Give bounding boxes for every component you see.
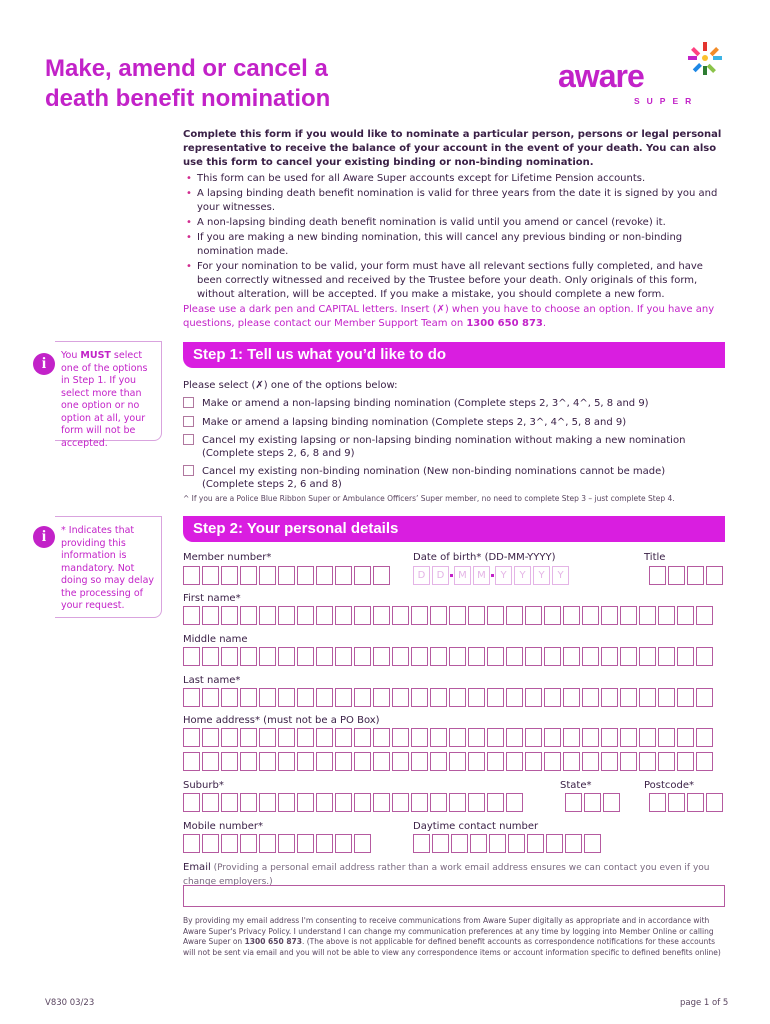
char-box[interactable]	[658, 688, 675, 707]
char-box[interactable]	[430, 728, 447, 747]
char-box[interactable]	[506, 606, 523, 625]
char-box[interactable]	[354, 834, 371, 853]
checkbox[interactable]	[183, 416, 194, 427]
char-box[interactable]	[487, 606, 504, 625]
char-box[interactable]	[297, 728, 314, 747]
char-box[interactable]	[525, 606, 542, 625]
char-box[interactable]	[468, 688, 485, 707]
char-box[interactable]	[508, 834, 525, 853]
title-line-1: Make, amend or cancel a	[45, 55, 328, 82]
char-box[interactable]	[373, 793, 390, 812]
char-box[interactable]	[335, 834, 352, 853]
char-box[interactable]	[525, 728, 542, 747]
char-box[interactable]	[411, 606, 428, 625]
email-hint: (Providing a personal email address rather than a work email address ensures we can contact you even if you change employers.)	[183, 863, 710, 887]
char-box[interactable]	[639, 728, 656, 747]
char-box[interactable]	[259, 793, 276, 812]
char-box[interactable]	[240, 793, 257, 812]
suburb-label: Suburb*	[183, 780, 224, 791]
aware-super-logo	[558, 42, 728, 108]
char-box[interactable]	[183, 834, 200, 853]
intro-bullet: • For your nomination to be valid, your form must have all relevant sections fully completed, and have been correctly witnessed and received by the Trustee before your death. Only originals of this form, without alteration, will be accepted. If you make a mistake, you should complete a new form.	[183, 260, 723, 302]
char-box[interactable]	[677, 647, 694, 666]
char-box[interactable]	[487, 728, 504, 747]
char-box[interactable]	[316, 793, 333, 812]
char-box[interactable]	[563, 728, 580, 747]
char-box[interactable]	[335, 728, 352, 747]
char-box[interactable]	[565, 834, 582, 853]
char-box[interactable]	[639, 647, 656, 666]
char-box[interactable]	[430, 752, 447, 771]
dob-char-box[interactable]: Y	[495, 566, 512, 585]
char-box[interactable]	[639, 688, 656, 707]
char-box[interactable]	[677, 606, 694, 625]
char-box[interactable]	[658, 647, 675, 666]
char-box[interactable]	[601, 606, 618, 625]
char-box[interactable]	[335, 752, 352, 771]
title-line-2: death benefit nomination	[45, 85, 331, 112]
support-phone: 1300 650 873	[466, 318, 543, 329]
char-box[interactable]	[413, 834, 430, 853]
dob-char-box[interactable]: M	[454, 566, 471, 585]
char-box[interactable]	[183, 606, 200, 625]
char-box[interactable]	[278, 566, 295, 585]
char-box[interactable]	[392, 647, 409, 666]
char-box[interactable]	[411, 647, 428, 666]
char-box[interactable]	[451, 834, 468, 853]
char-box[interactable]	[563, 688, 580, 707]
last-name-field[interactable]	[183, 688, 713, 707]
char-box[interactable]	[221, 688, 238, 707]
step1-heading: Step 1: Tell us what you’d like to do	[183, 342, 725, 368]
char-box[interactable]	[316, 647, 333, 666]
char-box[interactable]	[620, 752, 637, 771]
intro-bullet: • If you are making a new binding nomination, this will cancel any previous binding or non-binding nomination made.	[183, 231, 723, 259]
char-box[interactable]	[297, 606, 314, 625]
char-box[interactable]	[240, 566, 257, 585]
char-box[interactable]	[449, 647, 466, 666]
middle-name-label: Middle name	[183, 634, 248, 645]
page-title	[45, 54, 405, 114]
char-box[interactable]	[259, 606, 276, 625]
char-box[interactable]	[411, 793, 428, 812]
char-box[interactable]	[696, 752, 713, 771]
char-box[interactable]	[582, 728, 599, 747]
char-box[interactable]	[601, 688, 618, 707]
logo-wordmark: aware	[558, 58, 644, 94]
char-box[interactable]	[183, 688, 200, 707]
char-box[interactable]	[546, 834, 563, 853]
char-box[interactable]	[202, 566, 219, 585]
char-box[interactable]	[658, 752, 675, 771]
char-box[interactable]	[240, 647, 257, 666]
char-box[interactable]	[278, 834, 295, 853]
suburb-field[interactable]	[183, 793, 523, 812]
char-box[interactable]	[506, 728, 523, 747]
member-number-field[interactable]	[183, 566, 390, 585]
char-box[interactable]	[392, 606, 409, 625]
intro-bullet: • This form can be used for all Aware Super accounts except for Lifetime Pension accounts.	[183, 172, 723, 186]
char-box[interactable]	[696, 728, 713, 747]
dob-char-box[interactable]: D	[413, 566, 430, 585]
char-box[interactable]	[297, 834, 314, 853]
email-label: Email	[183, 862, 211, 873]
char-box[interactable]	[506, 688, 523, 707]
note1-post: select one of the options in Step 1. If you select more than one option or no option at all, your form will not be accepted.	[61, 350, 148, 449]
char-box[interactable]	[603, 793, 620, 812]
char-box[interactable]	[278, 728, 295, 747]
char-box[interactable]	[525, 647, 542, 666]
home-address-line-1[interactable]	[183, 728, 713, 747]
char-box[interactable]	[354, 752, 371, 771]
char-box[interactable]	[565, 793, 582, 812]
char-box[interactable]	[527, 834, 544, 853]
char-box[interactable]	[240, 688, 257, 707]
char-box[interactable]	[563, 752, 580, 771]
char-box[interactable]	[687, 566, 704, 585]
state-label: State*	[560, 780, 592, 791]
char-box[interactable]	[449, 793, 466, 812]
char-box[interactable]	[354, 647, 371, 666]
dob-char-box[interactable]: Y	[552, 566, 569, 585]
char-box[interactable]	[354, 728, 371, 747]
char-box[interactable]	[544, 606, 561, 625]
dob-char-box[interactable]: M	[473, 566, 490, 585]
char-box[interactable]	[202, 793, 219, 812]
checkbox[interactable]	[183, 397, 194, 408]
char-box[interactable]	[373, 752, 390, 771]
char-box[interactable]	[601, 647, 618, 666]
char-box[interactable]	[259, 566, 276, 585]
char-box[interactable]	[563, 606, 580, 625]
char-box[interactable]	[487, 647, 504, 666]
char-box[interactable]	[221, 793, 238, 812]
char-box[interactable]	[316, 728, 333, 747]
step2-note-text: * Indicates that providing this information is mandatory. Not doing so may delay the processing of your request.	[61, 525, 155, 611]
dob-field[interactable]	[413, 566, 569, 585]
char-box[interactable]	[297, 752, 314, 771]
middle-name-field[interactable]	[183, 647, 713, 666]
char-box[interactable]	[470, 834, 487, 853]
dob-char-box[interactable]: Y	[514, 566, 531, 585]
char-box[interactable]	[430, 647, 447, 666]
char-box[interactable]	[668, 793, 685, 812]
char-box[interactable]	[487, 752, 504, 771]
char-box[interactable]	[297, 566, 314, 585]
intro-bullet: • A lapsing binding death benefit nomination is valid for three years from the date it is signed by you and your witnesses.	[183, 187, 723, 215]
char-box[interactable]	[449, 606, 466, 625]
char-box[interactable]	[411, 752, 428, 771]
char-box[interactable]	[297, 688, 314, 707]
char-box[interactable]	[449, 688, 466, 707]
char-box[interactable]	[202, 728, 219, 747]
char-box[interactable]	[706, 566, 723, 585]
email-field[interactable]	[183, 885, 725, 907]
char-box[interactable]	[696, 647, 713, 666]
checkbox[interactable]	[183, 465, 194, 476]
option-label: Cancel my existing lapsing or non-lapsing binding nomination without making a new nomination (Complete steps 2, 6, 8 and 9)	[202, 435, 686, 459]
consent-post: . (The above is not applicable for defined benefit accounts as correspondence notifications for these accounts will not be sent via email and you will not be able to view any correspondence items or account information specific to defined benefits online)	[183, 937, 721, 957]
mobile-label: Mobile number*	[183, 821, 264, 832]
char-box[interactable]	[221, 606, 238, 625]
note1-pre: You	[61, 350, 81, 361]
char-box[interactable]	[489, 834, 506, 853]
char-box[interactable]	[649, 793, 666, 812]
char-box[interactable]	[392, 752, 409, 771]
postcode-label: Postcode*	[644, 780, 695, 791]
info-icon: i	[33, 353, 55, 375]
char-box[interactable]	[468, 752, 485, 771]
char-box[interactable]	[202, 688, 219, 707]
char-box[interactable]	[696, 688, 713, 707]
mobile-field[interactable]	[183, 834, 371, 853]
last-name-label: Last name*	[183, 675, 241, 686]
form-code: V830 03/23	[45, 998, 95, 1008]
char-box[interactable]	[259, 834, 276, 853]
char-box[interactable]	[316, 566, 333, 585]
char-box[interactable]	[468, 647, 485, 666]
char-box[interactable]	[506, 793, 523, 812]
char-box[interactable]	[316, 752, 333, 771]
intro-bullet-list	[183, 172, 723, 302]
state-field[interactable]	[565, 793, 620, 812]
char-box[interactable]	[639, 606, 656, 625]
char-box[interactable]	[544, 688, 561, 707]
char-box[interactable]	[468, 606, 485, 625]
char-box[interactable]	[278, 606, 295, 625]
step1-note-box	[55, 341, 162, 449]
consent-pre: By providing my email address I'm consenting to receive communications from Aware Super digitally as appropriate and in accordance with Aware Super's Privacy Policy. I understand I can change my communication preferences at any time by logging into Member Online or calling Aware Super on	[183, 916, 714, 946]
char-box[interactable]	[668, 566, 685, 585]
char-box[interactable]	[677, 752, 694, 771]
char-box[interactable]	[432, 834, 449, 853]
char-box[interactable]	[202, 606, 219, 625]
char-box[interactable]	[316, 688, 333, 707]
char-box[interactable]	[202, 834, 219, 853]
char-box[interactable]	[335, 647, 352, 666]
char-box[interactable]	[525, 752, 542, 771]
intro-section	[183, 128, 723, 331]
char-box[interactable]	[183, 566, 200, 585]
intro-note-text: Please use a dark pen and CAPITAL letters. Insert (✗) when you have to choose an option. If you have any questions, please contact our Member Support Team on	[183, 304, 715, 329]
char-box[interactable]	[620, 688, 637, 707]
char-box[interactable]	[259, 752, 276, 771]
char-box[interactable]	[620, 728, 637, 747]
char-box[interactable]	[449, 752, 466, 771]
char-box[interactable]	[373, 728, 390, 747]
char-box[interactable]	[392, 688, 409, 707]
char-box[interactable]	[221, 728, 238, 747]
char-box[interactable]	[468, 793, 485, 812]
date-separator	[450, 574, 453, 577]
char-box[interactable]	[525, 688, 542, 707]
char-box[interactable]	[278, 647, 295, 666]
char-box[interactable]	[696, 606, 713, 625]
char-box[interactable]	[278, 793, 295, 812]
char-box[interactable]	[240, 728, 257, 747]
char-box[interactable]	[221, 647, 238, 666]
char-box[interactable]	[649, 566, 666, 585]
dob-char-box[interactable]: Y	[533, 566, 550, 585]
logo-subtext: SUPER	[634, 96, 699, 106]
char-box[interactable]	[297, 647, 314, 666]
char-box[interactable]	[316, 834, 333, 853]
step1-note-text	[55, 342, 161, 450]
daytime-label: Daytime contact number	[413, 821, 539, 832]
char-box[interactable]	[411, 728, 428, 747]
char-box[interactable]	[411, 688, 428, 707]
char-box[interactable]	[202, 752, 219, 771]
step2-heading: Step 2: Your personal details	[183, 516, 725, 542]
char-box[interactable]	[584, 793, 601, 812]
char-box[interactable]	[677, 688, 694, 707]
char-box[interactable]	[658, 606, 675, 625]
char-box[interactable]	[544, 728, 561, 747]
step1-instruction: Please select (✗) one of the options below:	[183, 380, 398, 391]
char-box[interactable]	[430, 688, 447, 707]
char-box[interactable]	[297, 793, 314, 812]
char-box[interactable]	[506, 647, 523, 666]
char-box[interactable]	[354, 688, 371, 707]
char-box[interactable]	[582, 688, 599, 707]
char-box[interactable]	[430, 606, 447, 625]
char-box[interactable]	[658, 728, 675, 747]
char-box[interactable]	[487, 793, 504, 812]
char-box[interactable]	[582, 606, 599, 625]
char-box[interactable]	[487, 688, 504, 707]
char-box[interactable]	[373, 566, 390, 585]
char-box[interactable]	[687, 793, 704, 812]
char-box[interactable]	[335, 566, 352, 585]
char-box[interactable]	[544, 647, 561, 666]
char-box[interactable]	[240, 606, 257, 625]
intro-lead: Complete this form if you would like to nominate a particular person, persons or legal personal representative to receive the balance of your account in the event of your death. You can also use this form to cancel your existing binding or non-binding nomination.	[183, 129, 722, 168]
char-box[interactable]	[240, 834, 257, 853]
dob-label: Date of birth* (DD-MM-YYYY)	[413, 552, 556, 563]
email-consent-text	[183, 916, 723, 958]
page-number: page 1 of 5	[680, 998, 729, 1008]
char-box[interactable]	[183, 752, 200, 771]
char-box[interactable]	[392, 793, 409, 812]
intro-bullet: • A non-lapsing binding death benefit nomination is valid until you amend or cancel (revoke) it.	[183, 216, 723, 230]
char-box[interactable]	[354, 566, 371, 585]
char-box[interactable]	[183, 793, 200, 812]
char-box[interactable]	[183, 647, 200, 666]
char-box[interactable]	[544, 752, 561, 771]
title-field[interactable]	[649, 566, 723, 585]
char-box[interactable]	[601, 752, 618, 771]
char-box[interactable]	[706, 793, 723, 812]
char-box[interactable]	[221, 834, 238, 853]
postcode-field[interactable]	[649, 793, 723, 812]
char-box[interactable]	[335, 606, 352, 625]
first-name-field[interactable]	[183, 606, 713, 625]
consent-phone: 1300 650 873	[244, 937, 302, 946]
note1-must: MUST	[80, 350, 111, 361]
char-box[interactable]	[639, 752, 656, 771]
char-box[interactable]	[354, 793, 371, 812]
char-box[interactable]	[316, 606, 333, 625]
char-box[interactable]	[259, 647, 276, 666]
char-box[interactable]	[259, 728, 276, 747]
option-label: Cancel my existing non-binding nomination (New non-binding nominations cannot be made) (Complete steps 2, 6 and 8)	[202, 466, 666, 490]
char-box[interactable]	[240, 752, 257, 771]
char-box[interactable]	[202, 647, 219, 666]
char-box[interactable]	[620, 606, 637, 625]
intro-note	[183, 303, 723, 331]
char-box[interactable]	[468, 728, 485, 747]
title-label: Title	[644, 552, 666, 563]
dob-char-box[interactable]: D	[432, 566, 449, 585]
step1-footnote: ^ If you are a Police Blue Ribbon Super or Ambulance Officers’ Super member, no need to complete Step 3 – just complete Step 4.	[183, 494, 675, 503]
char-box[interactable]	[373, 688, 390, 707]
char-box[interactable]	[601, 728, 618, 747]
char-box[interactable]	[563, 647, 580, 666]
home-address-label: Home address* (must not be a PO Box)	[183, 715, 380, 726]
char-box[interactable]	[335, 688, 352, 707]
char-box[interactable]	[259, 688, 276, 707]
first-name-label: First name*	[183, 593, 241, 604]
intro-note-end: .	[542, 318, 547, 329]
char-box[interactable]	[221, 752, 238, 771]
char-box[interactable]	[677, 728, 694, 747]
checkbox[interactable]	[183, 434, 194, 445]
char-box[interactable]	[183, 728, 200, 747]
char-box[interactable]	[430, 793, 447, 812]
daytime-field[interactable]	[413, 834, 601, 853]
char-box[interactable]	[335, 793, 352, 812]
date-separator	[491, 574, 494, 577]
char-box[interactable]	[354, 606, 371, 625]
char-box[interactable]	[373, 647, 390, 666]
char-box[interactable]	[278, 752, 295, 771]
member-number-label: Member number*	[183, 552, 272, 563]
char-box[interactable]	[278, 688, 295, 707]
option-label: Make or amend a lapsing binding nomination (Complete steps 2, 3^, 4^, 5, 8 and 9)	[202, 417, 627, 428]
char-box[interactable]	[373, 606, 390, 625]
char-box[interactable]	[392, 728, 409, 747]
char-box[interactable]	[449, 728, 466, 747]
step2-note-box	[55, 516, 162, 618]
char-box[interactable]	[221, 566, 238, 585]
char-box[interactable]	[582, 647, 599, 666]
char-box[interactable]	[506, 752, 523, 771]
option-label: Make or amend a non-lapsing binding nomination (Complete steps 2, 3^, 4^, 5, 8 and 9)	[202, 398, 649, 409]
char-box[interactable]	[620, 647, 637, 666]
home-address-line-2[interactable]	[183, 752, 713, 771]
char-box[interactable]	[584, 834, 601, 853]
char-box[interactable]	[582, 752, 599, 771]
info-icon: i	[33, 526, 55, 548]
